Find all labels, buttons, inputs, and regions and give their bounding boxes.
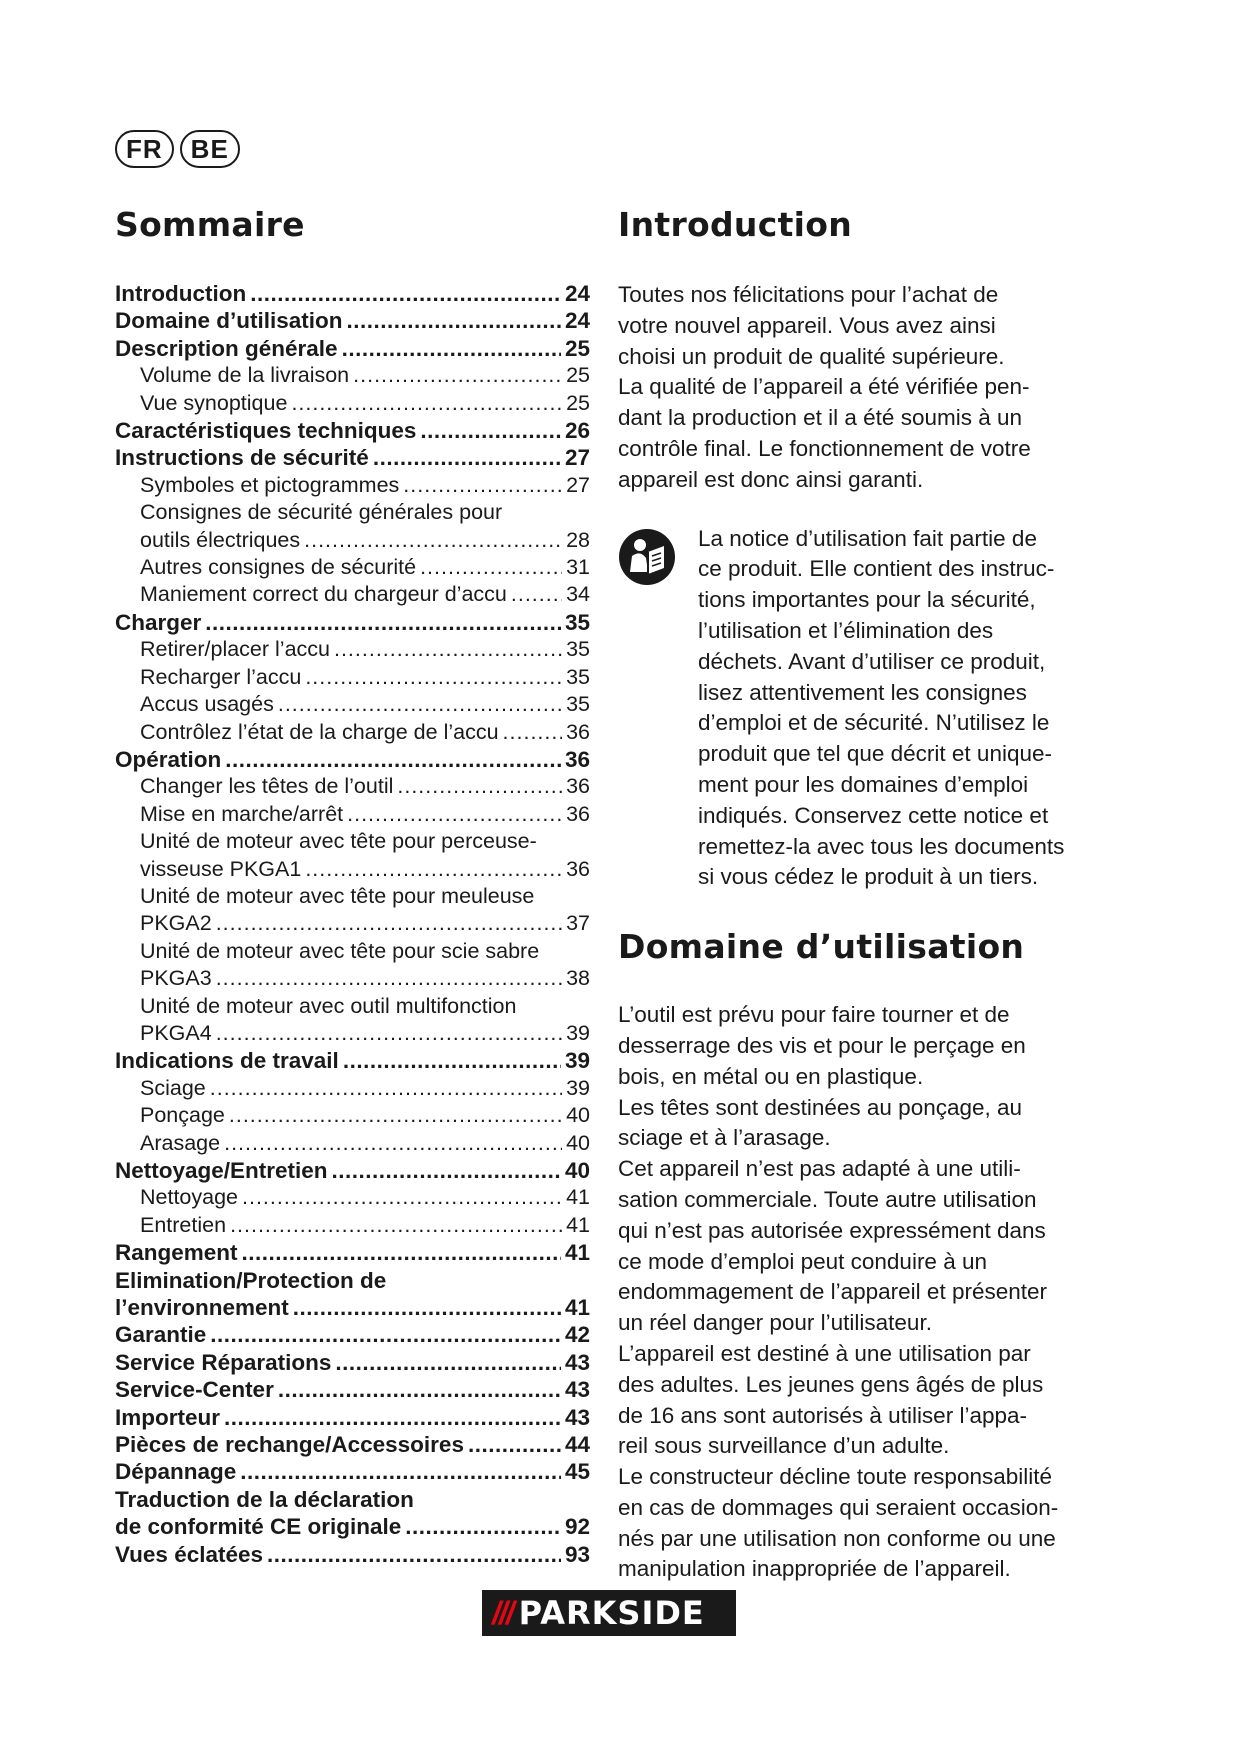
- toc-leader-dots: [343, 1047, 561, 1074]
- notice-line: ce produit. Elle contient des instruc-: [698, 556, 1055, 582]
- toc-entry-label: Dépannage: [115, 1459, 237, 1485]
- toc-leader-dots: [305, 856, 562, 883]
- toc-entry[interactable]: [115, 1184, 590, 1211]
- toc-leader-dots: [347, 307, 561, 334]
- toc-entry-page: 25: [566, 390, 590, 415]
- parkside-logo: [482, 1590, 736, 1636]
- toc-entry-label: Ponçage: [140, 1103, 225, 1128]
- domaine-line: bois, en métal ou en plastique.: [618, 1063, 924, 1089]
- notice-line: si vous cédez le produit à un tiers.: [698, 864, 1039, 890]
- domaine-line: sation commerciale. Toute autre utilisation: [618, 1186, 1037, 1212]
- domaine-line: Le constructeur décline toute responsabilité: [618, 1464, 1053, 1490]
- toc-entry-label: Recharger l’accu: [140, 664, 302, 689]
- content-column: [618, 205, 1098, 1585]
- toc-entry-page: 44: [564, 1432, 590, 1458]
- toc-leader-dots: [334, 636, 562, 663]
- domaine-line: manipulation inappropriée de l’appareil.: [618, 1556, 1011, 1582]
- toc-leader-dots: [216, 965, 562, 992]
- toc-entry-label: PKGA4: [140, 1020, 212, 1045]
- domaine-line: un réel danger pour l’utilisateur.: [618, 1310, 932, 1336]
- toc-entry[interactable]: Unité de moteur avec tête pour perceuse-: [140, 829, 537, 854]
- toc-leader-dots: [240, 1458, 561, 1485]
- toc-leader-dots: [503, 719, 563, 746]
- toc-entry[interactable]: [115, 1212, 590, 1239]
- toc-entry-page: 41: [566, 1185, 590, 1210]
- toc-entry[interactable]: [115, 1349, 590, 1376]
- toc-entry-label: outils électriques: [140, 527, 301, 552]
- toc-entry-page: 42: [564, 1322, 590, 1348]
- toc-entry-label: Changer les têtes de l’outil: [140, 774, 394, 799]
- toc-entry-page: 27: [564, 445, 590, 471]
- toc-entry-page: 35: [564, 609, 590, 635]
- introduction-line: choisi un produit de qualité supérieure.: [618, 343, 1005, 369]
- toc-leader-dots: [230, 1212, 562, 1239]
- introduction-line: La qualité de l’appareil a été vérifiée pen-: [618, 374, 1030, 400]
- toc-leader-dots: [304, 527, 562, 554]
- toc-leader-dots: [405, 1513, 561, 1540]
- toc-entry-page: 35: [566, 664, 590, 689]
- toc-entry-label: Maniement correct du chargeur d’accu: [140, 582, 507, 607]
- toc-entry[interactable]: [115, 581, 590, 608]
- notice-line: ment pour les domaines d’emploi: [698, 771, 1029, 797]
- toc-entry-page: 36: [566, 774, 590, 799]
- toc-entry-page: 43: [564, 1349, 590, 1375]
- toc-leader-dots: [305, 664, 562, 691]
- notice-line: indiqués. Conservez cette notice et: [698, 802, 1049, 828]
- toc-entry-page: 35: [566, 637, 590, 662]
- toc-entry-page: 24: [564, 281, 590, 306]
- introduction-line: dant la production et il a été soumis à un: [618, 405, 1023, 431]
- domaine-line: Les têtes sont destinées au ponçage, au: [618, 1094, 1023, 1120]
- toc-entry[interactable]: [115, 1102, 590, 1129]
- domaine-line: endommagement de l’appareil et présenter: [618, 1279, 1048, 1305]
- toc-entry-page: 27: [566, 472, 590, 497]
- badge-fr: FR: [115, 130, 174, 168]
- domaine-line: Cet appareil n’est pas adapté à une utili-: [618, 1156, 1021, 1182]
- toc-entry-label: visseuse PKGA1: [140, 856, 302, 881]
- toc-leader-dots: [242, 1184, 562, 1211]
- toc-entry[interactable]: [115, 1513, 590, 1540]
- toc-entry-label: Garantie: [115, 1322, 207, 1348]
- toc-entry[interactable]: [115, 444, 590, 471]
- toc-entry[interactable]: Traduction de la déclaration: [115, 1486, 414, 1512]
- toc-leader-dots: [225, 746, 561, 773]
- toc-entry-page: 26: [564, 418, 590, 444]
- toc-entry-page: 41: [566, 1212, 590, 1237]
- introduction-text: [618, 280, 1098, 496]
- toc-entry-label: Pièces de rechange/Accessoires: [115, 1432, 464, 1458]
- toc-leader-dots: [397, 773, 562, 800]
- toc-entry-label: Autres consignes de sécurité: [140, 555, 417, 580]
- toc-entry-page: 36: [564, 746, 590, 772]
- toc-leader-dots: [210, 1075, 562, 1102]
- toc-entry[interactable]: [115, 1431, 590, 1458]
- toc-entry[interactable]: [115, 362, 590, 389]
- introduction-title: Introduction: [618, 205, 853, 244]
- toc-column: [115, 205, 590, 1568]
- toc-leader-dots: [332, 1157, 561, 1184]
- toc-entry-label: Service Réparations: [115, 1349, 332, 1375]
- toc-entry[interactable]: [115, 773, 590, 800]
- toc-entry[interactable]: Unité de moteur avec outil multifonction: [140, 993, 517, 1018]
- toc-entry-page: 92: [564, 1514, 590, 1540]
- domaine-title: Domaine d’utilisation: [618, 927, 1025, 967]
- read-manual-icon: [618, 528, 676, 586]
- toc-entry-label: Charger: [115, 609, 202, 635]
- toc-entry[interactable]: Consignes de sécurité générales pour: [140, 500, 503, 525]
- toc-entry[interactable]: [115, 1239, 590, 1266]
- toc-entry[interactable]: [115, 390, 590, 417]
- toc-entry-page: 40: [566, 1130, 590, 1155]
- notice-block: [618, 524, 1098, 894]
- toc-entry-label: Nettoyage: [140, 1185, 239, 1210]
- toc-entry-page: 37: [566, 911, 590, 936]
- toc-entry-label: Volume de la livraison: [140, 363, 350, 388]
- toc-entry-label: Contrôlez l’état de la charge de l’accu: [140, 719, 499, 744]
- notice-line: La notice d’utilisation fait partie de: [698, 525, 1037, 551]
- toc-entry-label: Symboles et pictogrammes: [140, 472, 400, 497]
- toc-entry-label: Arasage: [140, 1130, 221, 1155]
- toc-entry[interactable]: [115, 1404, 590, 1431]
- toc-entry-label: Description générale: [115, 335, 338, 361]
- toc-leader-dots: [511, 581, 562, 608]
- toc-entry[interactable]: [115, 965, 590, 992]
- toc-entry[interactable]: Unité de moteur avec tête pour scie sabre: [140, 938, 540, 963]
- toc-entry-page: 31: [566, 555, 590, 580]
- domaine-line: sciage et à l’arasage.: [618, 1125, 831, 1151]
- domaine-line: de 16 ans sont autorisés à utiliser l’appa-: [618, 1402, 1027, 1428]
- toc-entry-label: Instructions de sécurité: [115, 445, 369, 471]
- toc-entry[interactable]: [115, 527, 590, 554]
- toc-entry-page: 41: [564, 1240, 590, 1266]
- toc-leader-dots: [293, 1294, 561, 1321]
- toc-leader-dots: [242, 1239, 561, 1266]
- toc-title: Sommaire: [115, 205, 305, 244]
- domaine-line: des adultes. Les jeunes gens âgés de plus: [618, 1371, 1044, 1397]
- toc-leader-dots: [420, 417, 561, 444]
- notice-text: [698, 524, 1098, 894]
- toc-entry-page: 43: [564, 1404, 590, 1430]
- toc-entry[interactable]: [115, 691, 590, 718]
- toc-list: [115, 280, 590, 1568]
- toc-entry-page: 93: [564, 1541, 590, 1567]
- toc-entry[interactable]: [115, 1294, 590, 1321]
- toc-entry[interactable]: [115, 335, 590, 362]
- domaine-line: L’appareil est destiné à une utilisation par: [618, 1340, 1031, 1366]
- toc-entry-page: 25: [566, 363, 590, 388]
- toc-leader-dots: [373, 444, 561, 471]
- toc-entry-label: Vues éclatées: [115, 1541, 264, 1567]
- notice-line: lisez attentivement les consignes: [698, 679, 1027, 705]
- country-badges: [115, 130, 240, 168]
- logo-stripes: ///: [492, 1594, 513, 1631]
- toc-entry-label: de conformité CE originale: [115, 1514, 402, 1540]
- toc-entry[interactable]: [115, 417, 590, 444]
- toc-entry-label: Entretien: [140, 1212, 227, 1237]
- toc-entry-label: l’environnement: [115, 1295, 289, 1321]
- toc-entry[interactable]: [115, 280, 590, 307]
- toc-leader-dots: [420, 554, 562, 581]
- toc-entry[interactable]: [115, 307, 590, 334]
- toc-leader-dots: [291, 390, 562, 417]
- notice-line: déchets. Avant d’utiliser ce produit,: [698, 648, 1046, 674]
- toc-entry-label: Indications de travail: [115, 1048, 339, 1074]
- domaine-text: [618, 1000, 1098, 1585]
- toc-entry[interactable]: [115, 1047, 590, 1074]
- toc-entry-page: 39: [564, 1048, 590, 1074]
- toc-entry[interactable]: [115, 554, 590, 581]
- toc-entry[interactable]: [115, 1321, 590, 1348]
- toc-entry-label: Rangement: [115, 1240, 238, 1266]
- toc-entry-label: Nettoyage/Entretien: [115, 1158, 328, 1183]
- toc-entry-page: 39: [566, 1075, 590, 1100]
- toc-entry-label: Introduction: [115, 281, 247, 306]
- toc-entry-page: 36: [566, 856, 590, 881]
- toc-entry-label: Domaine d’utilisation: [115, 308, 343, 334]
- toc-entry-page: 40: [564, 1158, 590, 1183]
- introduction-line: Toutes nos félicitations pour l’achat de: [618, 282, 999, 307]
- toc-leader-dots: [250, 280, 561, 307]
- toc-entry[interactable]: [115, 1458, 590, 1485]
- introduction-line: appareil est donc ainsi garanti.: [618, 466, 924, 492]
- toc-entry[interactable]: [115, 1541, 590, 1568]
- domaine-line: en cas de dommages qui seraient occasion-: [618, 1494, 1059, 1520]
- toc-leader-dots: [278, 691, 562, 718]
- toc-entry-page: 38: [566, 966, 590, 991]
- toc-entry[interactable]: Elimination/Protection de: [115, 1267, 387, 1293]
- badge-be: BE: [180, 130, 240, 168]
- domaine-line: nés par une utilisation non conforme ou une: [618, 1525, 1056, 1551]
- toc-leader-dots: [403, 472, 562, 499]
- toc-entry-page: 28: [566, 527, 590, 552]
- toc-entry[interactable]: [115, 910, 590, 937]
- toc-leader-dots: [468, 1431, 561, 1458]
- toc-leader-dots: [335, 1349, 561, 1376]
- toc-leader-dots: [229, 1102, 562, 1129]
- toc-leader-dots: [224, 1404, 561, 1431]
- domaine-line: qui n’est pas autorisée expressément dans: [618, 1217, 1046, 1243]
- introduction-line: votre nouvel appareil. Vous avez ainsi: [618, 312, 996, 338]
- toc-leader-dots: [353, 362, 562, 389]
- toc-entry[interactable]: [115, 856, 590, 883]
- toc-entry[interactable]: [115, 1075, 590, 1102]
- notice-line: produit que tel que décrit et unique-: [698, 741, 1052, 767]
- toc-leader-dots: [216, 1020, 562, 1047]
- notice-line: l’utilisation et l’élimination des: [698, 617, 994, 643]
- toc-leader-dots: [347, 801, 562, 828]
- toc-entry[interactable]: [115, 636, 590, 663]
- toc-entry[interactable]: [115, 609, 590, 636]
- toc-entry[interactable]: [115, 746, 590, 773]
- toc-entry-page: 34: [566, 582, 590, 607]
- domaine-line: ce mode d’emploi peut conduire à un: [618, 1248, 987, 1274]
- toc-entry-page: 45: [564, 1459, 590, 1485]
- notice-line: d’emploi et de sécurité. N’utilisez le: [698, 710, 1050, 736]
- toc-entry-page: 39: [566, 1020, 590, 1045]
- toc-entry[interactable]: [115, 1020, 590, 1047]
- toc-entry[interactable]: [115, 1130, 590, 1157]
- introduction-line: contrôle final. Le fonctionnement de votre: [618, 435, 1031, 461]
- toc-entry-page: 36: [566, 801, 590, 826]
- toc-entry-label: Mise en marche/arrêt: [140, 801, 344, 826]
- toc-entry-label: PKGA2: [140, 911, 212, 936]
- toc-entry-page: 24: [564, 308, 590, 334]
- toc-entry[interactable]: [115, 664, 590, 691]
- notice-line: tions importantes pour la sécurité,: [698, 587, 1036, 613]
- toc-entry-label: PKGA3: [140, 966, 212, 991]
- toc-entry-label: Service-Center: [115, 1377, 274, 1403]
- domaine-line: desserrage des vis et pour le perçage en: [618, 1032, 1026, 1058]
- toc-entry[interactable]: [115, 1157, 590, 1184]
- toc-leader-dots: [278, 1376, 561, 1403]
- notice-line: remettez-la avec tous les documents: [698, 833, 1065, 859]
- toc-entry-label: Opération: [115, 746, 222, 772]
- toc-entry-page: 35: [566, 692, 590, 717]
- toc-entry[interactable]: [115, 472, 590, 499]
- toc-entry-page: 43: [564, 1377, 590, 1403]
- toc-entry-label: Caractéristiques techniques: [115, 418, 417, 444]
- toc-entry-label: Sciage: [140, 1075, 206, 1100]
- toc-leader-dots: [342, 335, 561, 362]
- toc-entry-page: 36: [566, 719, 590, 744]
- toc-entry-label: Retirer/placer l’accu: [140, 637, 330, 662]
- toc-leader-dots: [267, 1541, 561, 1568]
- toc-entry-page: 41: [564, 1295, 590, 1321]
- toc-entry-label: Accus usagés: [140, 692, 274, 717]
- logo-brand: PARKSIDE: [518, 1594, 705, 1632]
- toc-entry[interactable]: [115, 1376, 590, 1403]
- toc-entry-label: Importeur: [115, 1404, 221, 1430]
- toc-leader-dots: [216, 910, 562, 937]
- toc-entry-page: 40: [566, 1103, 590, 1128]
- toc-leader-dots: [205, 609, 561, 636]
- toc-leader-dots: [210, 1321, 561, 1348]
- toc-entry[interactable]: [115, 719, 590, 746]
- domaine-line: reil sous surveillance d’un adulte.: [618, 1433, 950, 1459]
- toc-entry-page: 25: [564, 335, 590, 361]
- toc-entry-label: Vue synoptique: [140, 390, 288, 415]
- toc-entry[interactable]: Unité de moteur avec tête pour meuleuse: [140, 883, 535, 908]
- toc-leader-dots: [224, 1130, 562, 1157]
- domaine-line: L’outil est prévu pour faire tourner et de: [618, 1002, 1010, 1028]
- toc-entry[interactable]: [115, 801, 590, 828]
